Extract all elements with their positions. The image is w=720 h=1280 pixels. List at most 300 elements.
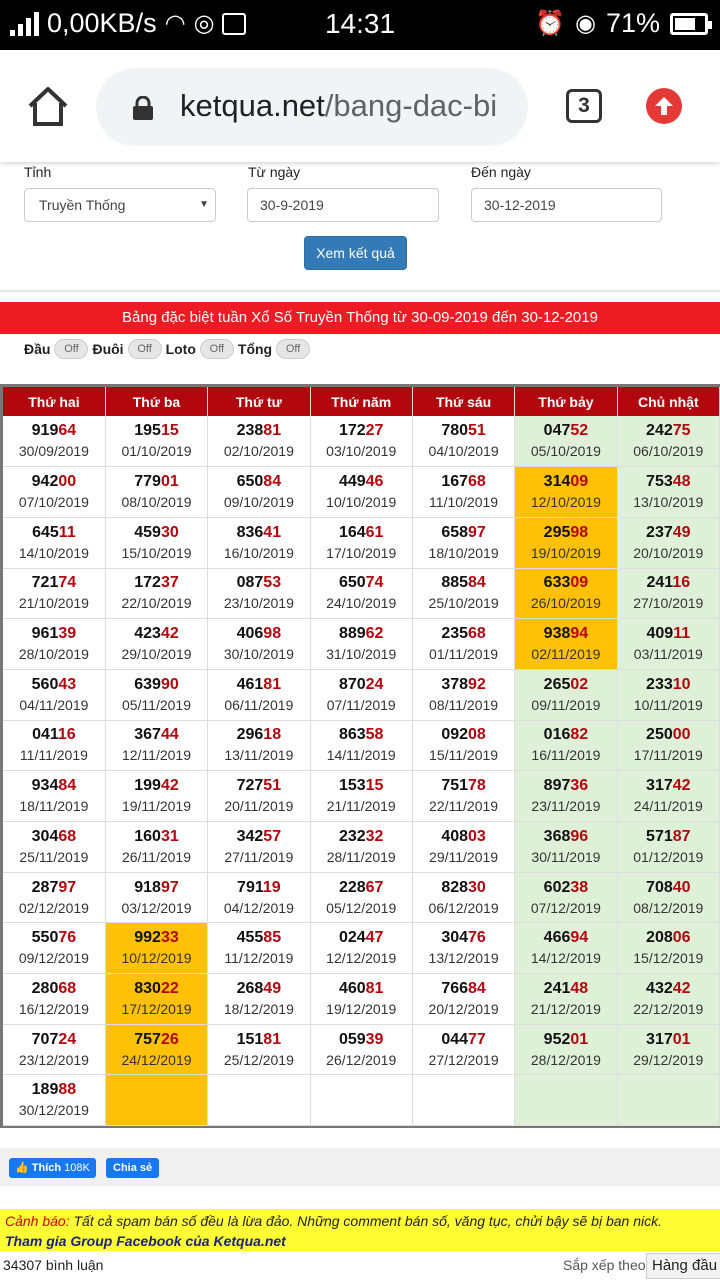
- prize-number: [106, 928, 207, 948]
- number-head: 885: [441, 574, 469, 592]
- draw-date: 19/12/2019: [326, 1000, 397, 1017]
- result-cell: [515, 720, 617, 771]
- number-head: 992: [134, 929, 161, 947]
- number-head: 241: [543, 979, 571, 997]
- prize-number: [413, 928, 514, 948]
- number-tail: 87: [672, 827, 691, 845]
- prize-number: [618, 776, 719, 796]
- number-tail: 00: [58, 473, 77, 491]
- number-tail: 96: [570, 827, 589, 845]
- number-tail: 62: [365, 625, 384, 643]
- number-tail: 98: [570, 523, 589, 541]
- draw-date: 18/12/2019: [223, 1000, 294, 1017]
- prize-number: [311, 725, 412, 745]
- column-header: Thứ sáu: [412, 387, 514, 416]
- prize-number: [515, 878, 616, 898]
- network-speed: 0,00KB/s: [47, 8, 157, 38]
- warning-box: [0, 1209, 720, 1251]
- result-cell: [412, 568, 514, 619]
- number-head: 296: [236, 726, 264, 744]
- number-head: 317: [646, 1030, 673, 1048]
- prize-number: [515, 928, 616, 948]
- result-cell: [412, 619, 514, 670]
- number-head: 870: [338, 675, 366, 693]
- prize-number: [413, 725, 514, 745]
- result-cell: [208, 568, 310, 619]
- number-head: 304: [31, 827, 59, 845]
- draw-date: 06/10/2019: [633, 443, 704, 460]
- result-cell: [310, 669, 412, 720]
- sort-select[interactable]: Hàng đầu: [646, 1253, 720, 1279]
- number-tail: 92: [468, 675, 486, 693]
- result-cell: [3, 872, 105, 923]
- result-cell: [208, 1075, 310, 1126]
- prize-number: [515, 776, 616, 796]
- result-cell: [412, 771, 514, 822]
- number-head: 461: [236, 675, 264, 693]
- draw-date: 17/10/2019: [326, 544, 397, 561]
- number-tail: 84: [263, 473, 282, 491]
- number-tail: 57: [263, 827, 282, 845]
- toggle-label-loto: Loto: [165, 341, 196, 357]
- number-tail: 01: [160, 473, 179, 491]
- prize-number: [618, 979, 719, 999]
- number-head: 780: [441, 422, 469, 440]
- number-head: 153: [338, 777, 366, 795]
- toggle-dau[interactable]: Off: [54, 339, 88, 359]
- number-tail: 74: [365, 574, 384, 592]
- number-tail: 42: [160, 777, 179, 795]
- draw-date: 24/10/2019: [326, 595, 397, 612]
- toggle-duoi[interactable]: Off: [128, 339, 162, 359]
- number-head: 164: [338, 523, 366, 541]
- result-cell: [3, 974, 105, 1025]
- draw-date: 09/11/2019: [531, 696, 601, 713]
- draw-date: 23/10/2019: [223, 595, 294, 612]
- number-head: 409: [646, 625, 674, 643]
- draw-date: 01/11/2019: [429, 646, 499, 663]
- result-cell: [310, 568, 412, 619]
- result-cell: [515, 416, 617, 467]
- prize-number: [311, 523, 412, 543]
- prize-number: [413, 878, 514, 898]
- number-tail: 15: [160, 422, 179, 440]
- to-date-input[interactable]: 30-12-2019: [471, 188, 662, 222]
- result-cell: [515, 974, 617, 1025]
- number-head: 342: [236, 827, 264, 845]
- prize-number: [3, 725, 105, 745]
- number-head: 232: [338, 827, 366, 845]
- column-header: Thứ năm: [310, 387, 412, 416]
- number-head: 938: [543, 625, 571, 643]
- result-cell: [105, 720, 207, 771]
- number-head: 280: [31, 979, 59, 997]
- result-cell: [412, 1024, 514, 1075]
- result-cell: [617, 872, 719, 923]
- prize-number: [106, 421, 207, 441]
- prize-number: [208, 675, 309, 695]
- draw-date: 22/11/2019: [429, 798, 499, 815]
- draw-date: 10/11/2019: [633, 696, 703, 713]
- number-tail: 51: [263, 777, 282, 795]
- draw-date: 06/12/2019: [428, 899, 499, 916]
- number-tail: 98: [263, 625, 282, 643]
- prize-number: [208, 1030, 309, 1050]
- table-row: [3, 1075, 720, 1126]
- home-icon[interactable]: [26, 84, 70, 128]
- toggle-loto[interactable]: Off: [200, 339, 234, 359]
- result-cell: [310, 517, 412, 568]
- number-head: 707: [31, 1030, 59, 1048]
- result-cell: [515, 822, 617, 873]
- result-cell: [105, 974, 207, 1025]
- number-head: 727: [236, 777, 264, 795]
- column-header: Thứ bảy: [515, 387, 617, 416]
- draw-date: 24/11/2019: [633, 798, 703, 815]
- table-row: [3, 771, 720, 822]
- result-cell: [617, 771, 719, 822]
- prize-number: [3, 878, 105, 898]
- number-head: 242: [646, 422, 673, 440]
- result-cell: [105, 467, 207, 518]
- prize-number: [618, 523, 719, 543]
- prize-number: [311, 573, 412, 593]
- draw-date: 03/11/2019: [633, 646, 703, 663]
- draw-date: 26/12/2019: [326, 1051, 397, 1068]
- result-cell: [208, 416, 310, 467]
- number-head: 092: [441, 726, 469, 744]
- prize-number: [3, 1030, 105, 1050]
- prize-number: [106, 523, 207, 543]
- number-head: 041: [32, 726, 58, 744]
- result-cell: [310, 822, 412, 873]
- number-tail: 68: [58, 979, 77, 997]
- result-cell: [208, 872, 310, 923]
- toggle-label-duoi: Đuôi: [92, 341, 124, 357]
- table-row: [3, 619, 720, 670]
- number-tail: 68: [468, 625, 486, 643]
- prize-number: [311, 675, 412, 695]
- prize-number: [413, 624, 514, 644]
- number-head: 235: [441, 625, 469, 643]
- result-cell: [412, 669, 514, 720]
- result-cell: [208, 771, 310, 822]
- result-cell: [310, 974, 412, 1025]
- number-head: 378: [441, 675, 469, 693]
- result-cell: [617, 923, 719, 974]
- number-head: 268: [236, 979, 264, 997]
- prize-number: [311, 979, 412, 999]
- result-cell: [105, 416, 207, 467]
- draw-date: 06/11/2019: [224, 696, 294, 713]
- prize-number: [515, 573, 616, 593]
- draw-date: 08/11/2019: [429, 696, 499, 713]
- prize-number: [413, 573, 514, 593]
- result-cell: [515, 771, 617, 822]
- number-head: 423: [134, 625, 161, 643]
- results-table: [3, 387, 720, 1126]
- prize-number: [3, 573, 105, 593]
- number-tail: 42: [160, 625, 179, 643]
- number-head: 367: [134, 726, 161, 744]
- number-head: 172: [338, 422, 366, 440]
- table-row: [3, 822, 720, 873]
- number-tail: 24: [365, 675, 384, 693]
- draw-date: 19/10/2019: [530, 544, 601, 561]
- warning-text: Tất cả spam bán số đều là lừa đảo. Những comment bán số, văng tục, chửi bậy sẽ bị ban nick.: [73, 1213, 662, 1229]
- result-cell: [515, 619, 617, 670]
- prize-number: [618, 1030, 719, 1050]
- number-head: 295: [543, 523, 571, 541]
- number-tail: 58: [365, 726, 384, 744]
- draw-date: 18/10/2019: [428, 544, 499, 561]
- prize-number: [106, 573, 207, 593]
- result-cell: [310, 771, 412, 822]
- prize-number: [618, 878, 719, 898]
- battery-icon: [670, 13, 708, 35]
- number-head: 059: [338, 1030, 366, 1048]
- result-cell: [105, 1075, 207, 1126]
- draw-date: 16/12/2019: [18, 1000, 89, 1017]
- draw-date: 20/12/2019: [428, 1000, 499, 1017]
- draw-date: 27/11/2019: [224, 848, 294, 865]
- number-head: 044: [441, 1030, 469, 1048]
- prize-number: [413, 472, 514, 492]
- number-head: 753: [646, 473, 673, 491]
- number-head: 208: [646, 929, 673, 947]
- result-cell: [617, 467, 719, 518]
- status-bar: [0, 0, 720, 50]
- number-head: 897: [543, 777, 571, 795]
- toggle-tong[interactable]: Off: [276, 339, 310, 359]
- number-head: 639: [134, 675, 161, 693]
- number-head: 228: [338, 878, 366, 896]
- number-head: 160: [134, 827, 161, 845]
- from-date-input[interactable]: 30-9-2019: [247, 188, 439, 222]
- draw-date: 30/12/2019: [18, 1102, 89, 1119]
- draw-date: 25/11/2019: [19, 848, 89, 865]
- column-header: Thứ ba: [105, 387, 207, 416]
- draw-date: 08/12/2019: [633, 899, 704, 916]
- result-cell: [310, 923, 412, 974]
- prize-number: [208, 472, 309, 492]
- result-cell: [515, 923, 617, 974]
- tab-switcher-button[interactable]: 3: [566, 89, 602, 123]
- number-head: 449: [338, 473, 366, 491]
- facebook-share-button[interactable]: Chia sẻ: [106, 1158, 159, 1178]
- facebook-group-link[interactable]: Tham gia Group Facebook của Ketqua.net: [5, 1233, 286, 1249]
- draw-date: 04/12/2019: [223, 899, 294, 916]
- draw-date: 07/12/2019: [530, 899, 601, 916]
- number-head: 047: [543, 422, 571, 440]
- result-cell: [310, 467, 412, 518]
- draw-date: 21/10/2019: [18, 595, 89, 612]
- prize-number: [618, 573, 719, 593]
- result-cell: [412, 1075, 514, 1126]
- number-tail: 33: [160, 929, 179, 947]
- prize-number: [618, 827, 719, 847]
- prize-number: [208, 776, 309, 796]
- number-tail: 49: [263, 979, 282, 997]
- filter-form: [0, 162, 720, 292]
- draw-date: 29/11/2019: [429, 848, 499, 865]
- result-cell: [105, 822, 207, 873]
- number-head: 317: [646, 777, 673, 795]
- view-results-button[interactable]: Xem kết quả: [304, 236, 407, 270]
- number-head: 650: [236, 473, 264, 491]
- alarm-icon: ⏰: [535, 10, 565, 37]
- result-cell: [105, 923, 207, 974]
- result-cell: [412, 872, 514, 923]
- prize-number: [208, 421, 309, 441]
- number-tail: 52: [570, 422, 589, 440]
- result-cell: [3, 1024, 105, 1075]
- result-cell: [3, 619, 105, 670]
- number-tail: 01: [570, 1030, 589, 1048]
- prize-number: [106, 624, 207, 644]
- number-tail: 84: [58, 777, 77, 795]
- number-tail: 26: [160, 1030, 179, 1048]
- prize-number: [106, 827, 207, 847]
- prize-number: [515, 1030, 616, 1050]
- prize-number: [3, 421, 105, 441]
- result-cell: [3, 467, 105, 518]
- number-head: 934: [31, 777, 59, 795]
- number-tail: 68: [58, 827, 77, 845]
- prize-number: [208, 878, 309, 898]
- result-cell: [412, 923, 514, 974]
- number-head: 287: [31, 878, 59, 896]
- prize-number: [3, 827, 105, 847]
- number-tail: 37: [160, 574, 179, 592]
- prize-number: [311, 878, 412, 898]
- number-tail: 30: [468, 878, 486, 896]
- number-head: 961: [31, 625, 59, 643]
- prize-number: [208, 928, 309, 948]
- url-text: ketqua.net/bang-dac-bi: [180, 88, 498, 123]
- number-tail: 97: [160, 878, 179, 896]
- prize-number: [515, 675, 616, 695]
- result-cell: [208, 720, 310, 771]
- draw-date: 20/10/2019: [633, 544, 704, 561]
- prize-number: [106, 979, 207, 999]
- number-head: 889: [338, 625, 366, 643]
- prize-number: [515, 472, 616, 492]
- draw-date: 19/11/2019: [121, 798, 191, 815]
- number-tail: 39: [58, 625, 77, 643]
- draw-date: 23/11/2019: [531, 798, 601, 815]
- draw-date: 07/11/2019: [326, 696, 396, 713]
- prize-number: [208, 573, 309, 593]
- result-cell: [105, 771, 207, 822]
- result-cell: [412, 416, 514, 467]
- draw-date: 10/12/2019: [121, 950, 192, 967]
- browser-toolbar: [0, 50, 720, 162]
- draw-date: 29/12/2019: [633, 1051, 704, 1068]
- number-tail: 43: [58, 675, 77, 693]
- draw-date: 15/12/2019: [633, 950, 704, 967]
- draw-date: 02/12/2019: [18, 899, 89, 916]
- draw-date: 15/10/2019: [121, 544, 192, 561]
- number-head: 645: [32, 523, 59, 541]
- update-icon[interactable]: [646, 88, 682, 124]
- number-tail: 78: [468, 777, 486, 795]
- number-head: 459: [134, 523, 161, 541]
- draw-date: 05/10/2019: [530, 443, 601, 460]
- prize-number: [106, 1030, 207, 1050]
- prize-number: [3, 624, 105, 644]
- draw-date: 08/10/2019: [121, 494, 192, 511]
- column-header: Thứ tư: [208, 387, 310, 416]
- draw-date: 14/11/2019: [326, 747, 396, 764]
- draw-date: 29/10/2019: [121, 646, 192, 663]
- from-date-label: Từ ngày: [248, 164, 301, 180]
- draw-date: 09/10/2019: [223, 494, 294, 511]
- draw-date: 02/11/2019: [531, 646, 601, 663]
- result-cell: [617, 619, 719, 670]
- result-cell: [310, 416, 412, 467]
- draw-date: 28/11/2019: [326, 848, 396, 865]
- facebook-like-button[interactable]: 👍 Thích 108K: [9, 1158, 96, 1178]
- address-bar[interactable]: [96, 68, 528, 146]
- draw-date: 07/10/2019: [18, 494, 89, 511]
- draw-date: 02/10/2019: [223, 443, 294, 460]
- number-head: 016: [543, 726, 571, 744]
- number-tail: 68: [468, 473, 486, 491]
- prize-number: [311, 928, 412, 948]
- number-tail: 09: [570, 574, 589, 592]
- draw-date: 12/10/2019: [530, 494, 601, 511]
- column-header: Thứ hai: [3, 387, 105, 416]
- to-date-label: Đến ngày: [471, 164, 531, 180]
- number-tail: 46: [365, 473, 384, 491]
- number-tail: 11: [58, 523, 76, 541]
- prize-number: [3, 928, 105, 948]
- province-select[interactable]: Truyền Thống ▼: [24, 188, 216, 222]
- number-head: 455: [236, 929, 264, 947]
- number-tail: 44: [160, 726, 179, 744]
- prize-number: [208, 725, 309, 745]
- number-head: 650: [338, 574, 366, 592]
- number-tail: 00: [672, 726, 691, 744]
- number-head: 633: [543, 574, 571, 592]
- number-head: 265: [543, 675, 571, 693]
- draw-date: 23/12/2019: [18, 1051, 89, 1068]
- draw-date: 12/11/2019: [121, 747, 191, 764]
- number-head: 250: [646, 726, 673, 744]
- draw-date: 14/10/2019: [18, 544, 89, 561]
- number-tail: 82: [570, 726, 589, 744]
- result-cell: [617, 822, 719, 873]
- result-cell: [412, 517, 514, 568]
- result-cell: [617, 720, 719, 771]
- table-row: [3, 974, 720, 1025]
- number-head: 172: [134, 574, 161, 592]
- number-tail: 32: [365, 827, 384, 845]
- result-cell: [617, 1024, 719, 1075]
- result-cell: [105, 517, 207, 568]
- toggle-label-tong: Tổng: [237, 341, 273, 357]
- number-tail: 67: [365, 878, 384, 896]
- prize-number: [515, 827, 616, 847]
- number-head: 918: [134, 878, 161, 896]
- result-cell: [515, 467, 617, 518]
- number-tail: 41: [263, 523, 282, 541]
- number-tail: 31: [160, 827, 179, 845]
- number-head: 233: [646, 675, 673, 693]
- result-cell: [515, 872, 617, 923]
- number-tail: 40: [672, 878, 691, 896]
